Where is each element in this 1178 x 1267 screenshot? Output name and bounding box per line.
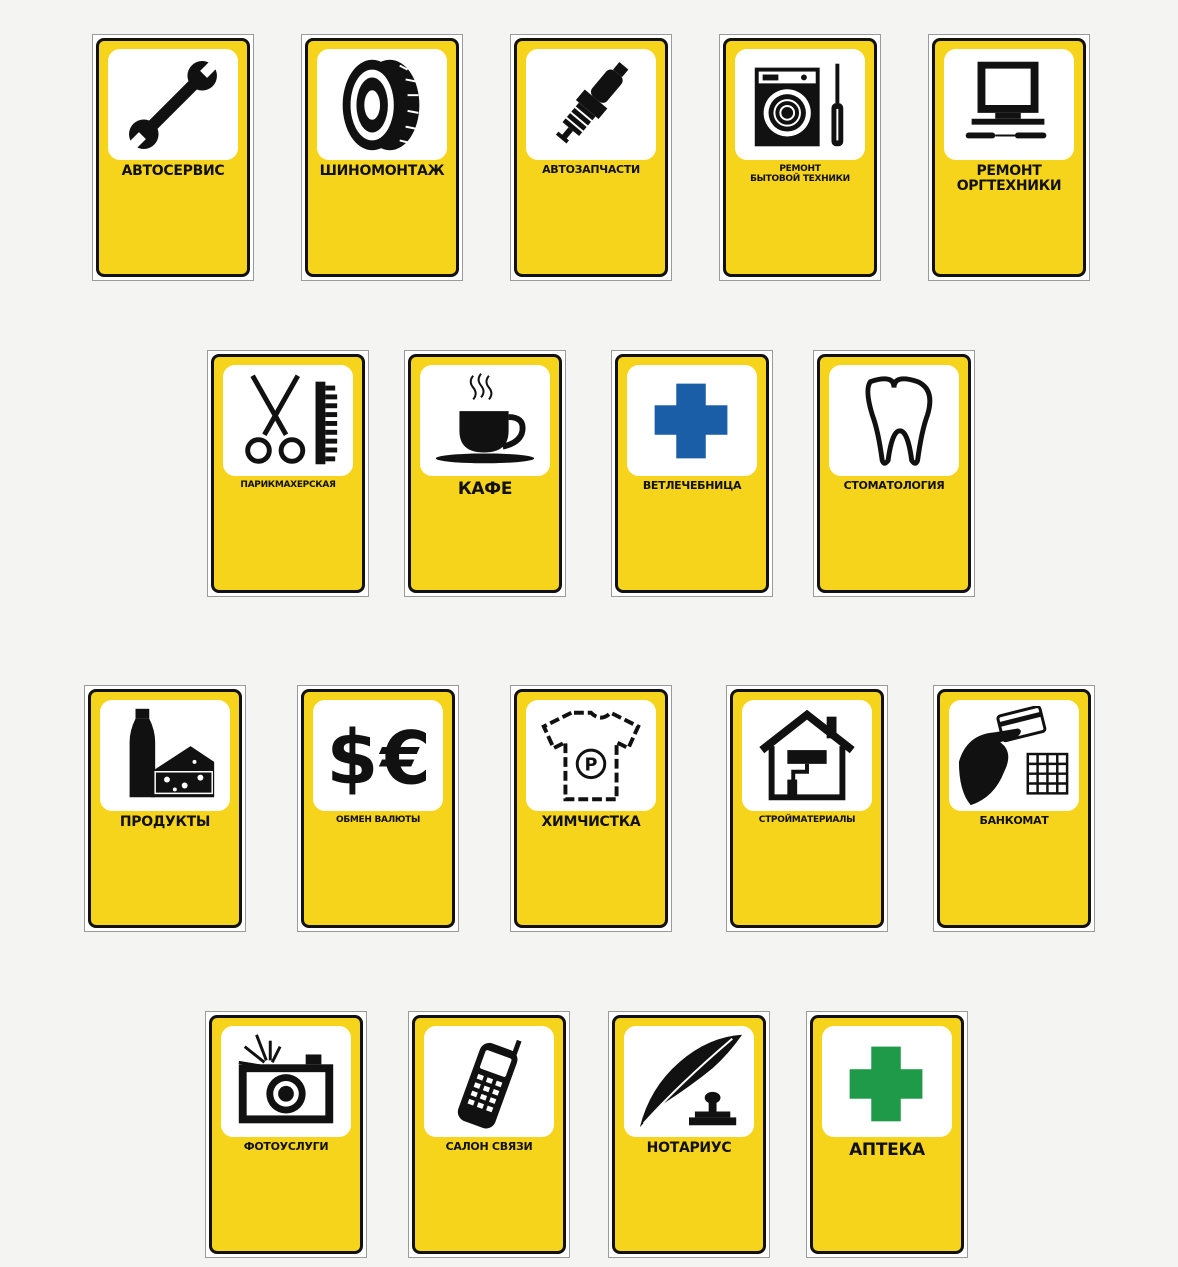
camera-icon xyxy=(227,1032,345,1132)
sign-label: НОТАРИУС xyxy=(646,1140,732,1156)
svg-text:P: P xyxy=(584,755,598,776)
sign-label: ОБМЕН ВАЛЮТЫ xyxy=(335,815,420,825)
sign-label: БАНКОМАТ xyxy=(979,814,1049,827)
bottle-cheese-icon xyxy=(106,706,224,806)
icon-panel xyxy=(742,700,872,811)
washing-machine-screwdriver-icon xyxy=(741,55,859,155)
icon-panel xyxy=(624,1026,754,1137)
hand-card-keypad-icon xyxy=(955,706,1073,806)
icon-panel xyxy=(420,365,550,476)
sign-tire-fitting xyxy=(301,34,463,281)
sign-label: РЕМОНТ БЫТОВОЙ ТЕХНИКИ xyxy=(750,164,850,184)
sign-currency-exchange xyxy=(297,685,459,932)
sign-label: ШИНОМОНТАЖ xyxy=(319,163,445,179)
icon-panel xyxy=(822,1026,952,1137)
sign-dry-cleaning xyxy=(510,685,672,932)
sign-notary xyxy=(608,1011,770,1258)
tooth-icon xyxy=(835,371,953,471)
sign-dentistry xyxy=(813,350,975,597)
sign-label: АВТОСЕРВИС xyxy=(121,163,225,179)
sign-photo-services xyxy=(205,1011,367,1258)
icon-panel xyxy=(313,700,443,811)
dollar-euro-icon xyxy=(319,706,437,806)
icon-panel xyxy=(526,49,656,160)
sign-label: ПРОДУКТЫ xyxy=(119,814,211,830)
sign-label: САЛОН СВЯЗИ xyxy=(445,1140,533,1153)
sign-label: АВТОЗАПЧАСТИ xyxy=(542,163,640,176)
svg-text:$: $ xyxy=(326,714,379,802)
tshirt-icon xyxy=(532,706,650,806)
icon-panel xyxy=(829,365,959,476)
sign-groceries xyxy=(84,685,246,932)
icon-panel xyxy=(223,365,353,476)
spark-plug-icon xyxy=(532,55,650,155)
sign-label: ФОТОУСЛУГИ xyxy=(243,1140,329,1153)
icon-panel xyxy=(317,49,447,160)
sign-autoservice xyxy=(92,34,254,281)
sign-auto-parts xyxy=(510,34,672,281)
green-cross-icon xyxy=(828,1032,946,1132)
icon-panel xyxy=(627,365,757,476)
sign-label: ВЕТЛЕЧЕБНИЦА xyxy=(642,479,742,492)
sign-label: КАФЕ xyxy=(457,479,513,499)
sign-vet-clinic xyxy=(611,350,773,597)
house-roller-icon xyxy=(748,706,866,806)
icon-panel xyxy=(526,700,656,811)
sign-label: СТОМАТОЛОГИЯ xyxy=(843,479,945,492)
tire-icon xyxy=(323,55,441,155)
sign-label: ПАРИКМАХЕРСКАЯ xyxy=(240,480,336,490)
scissors-comb-icon xyxy=(229,371,347,471)
sign-atm xyxy=(933,685,1095,932)
coffee-cup-icon xyxy=(426,371,544,471)
sign-hairdresser xyxy=(207,350,369,597)
icon-panel xyxy=(221,1026,351,1137)
wrench-icon xyxy=(114,55,232,155)
sign-label: ХИМЧИСТКА xyxy=(541,814,641,830)
icon-panel xyxy=(949,700,1079,811)
sign-office-equipment-repair xyxy=(928,34,1090,281)
quill-stamp-icon xyxy=(630,1032,748,1132)
icon-panel xyxy=(735,49,865,160)
icon-panel xyxy=(100,700,230,811)
mobile-phone-icon xyxy=(430,1032,548,1132)
computer-monitor-tools-icon xyxy=(950,55,1068,155)
icon-panel xyxy=(944,49,1074,160)
sign-label: РЕМОНТ ОРГТЕХНИКИ xyxy=(956,163,1062,194)
sign-label: СТРОЙМАТЕРИАЛЫ xyxy=(758,815,856,825)
sign-pharmacy xyxy=(806,1011,968,1258)
icon-panel xyxy=(424,1026,554,1137)
sign-cafe xyxy=(404,350,566,597)
blue-cross-icon xyxy=(633,371,751,471)
sign-appliance-repair xyxy=(719,34,881,281)
sign-building-materials xyxy=(726,685,888,932)
svg-text:€: € xyxy=(380,716,431,802)
sign-label: АПТЕКА xyxy=(849,1140,925,1160)
icon-panel xyxy=(108,49,238,160)
sign-mobile-store xyxy=(408,1011,570,1258)
